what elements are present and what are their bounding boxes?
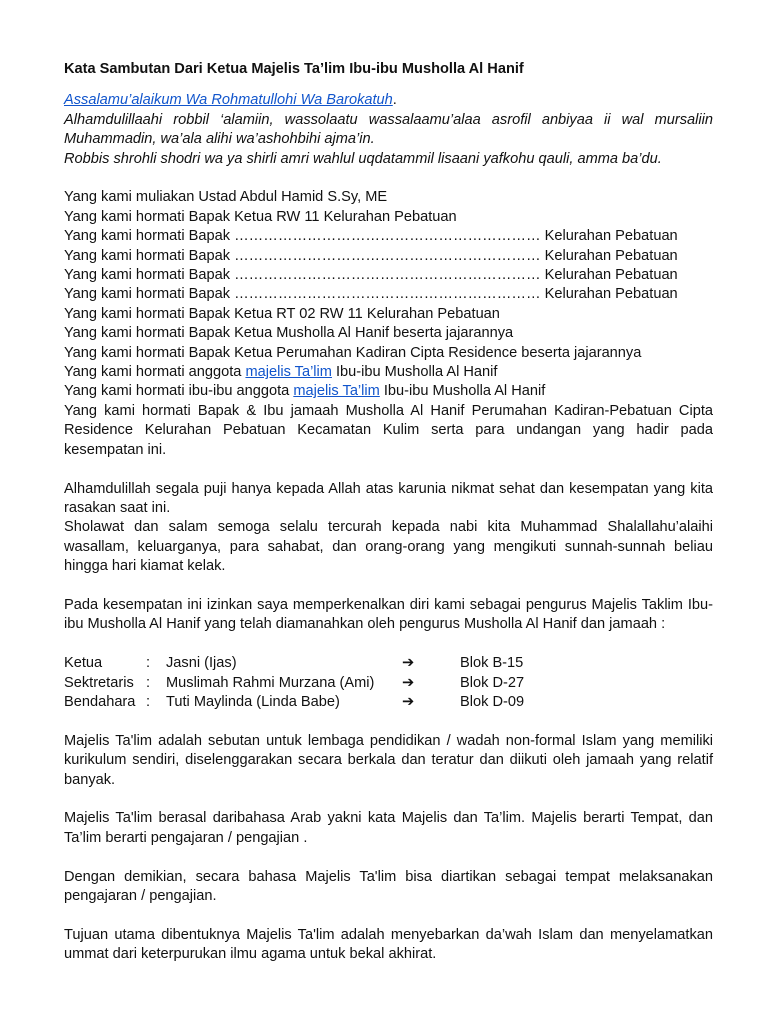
greeting-line: Yang kami hormati Bapak ……………………………………………………… Kelurahan Pebatuan (64, 228, 678, 245)
greeting-line: Yang kami hormati Bapak Ketua Musholla Al Hanif beserta jajarannya (64, 325, 514, 342)
greeting-line: Yang kami hormati Bapak & Ibu jamaah Musholla Al Hanif Perumahan Kadiran-Pebatuan Cipta Residence Kelurahan Pebatuan Kecamatan Kulim serta para undangan yang hadir pada kesempatan ini. (64, 402, 713, 458)
team-role: Ketua (64, 655, 103, 672)
greeting-text: Ibu-ibu Musholla Al Hanif (379, 383, 546, 400)
team-colon: : (146, 674, 151, 691)
sholawat-paragraph: Sholawat dan salam semoga selalu tercurah kepada nabi kita Muhammad Shalallahu’alaihi wasallam, keluarganya, para sahabat, dan orang-orang yang mengikuti sunnah-sunnah beliau hingga hari kiamat kelak. (64, 519, 713, 575)
spacer (64, 712, 713, 731)
team-blok: Blok D-09 (460, 693, 525, 710)
greeting-line: Yang kami hormati Bapak Ketua Perumahan Kadiran Cipta Residence beserta jajarannya (64, 344, 642, 361)
team-blok: Blok D-27 (460, 674, 525, 691)
definition-paragraph-3: Dengan demikian, secara bahasa Majelis Ta'lim bisa diartikan sebagai tempat melaksanakan pengajaran / pengajian. (64, 868, 713, 904)
team-colon: : (146, 655, 151, 672)
team-row (64, 693, 580, 712)
majelis-talim-link[interactable]: majelis Ta’lim (245, 364, 332, 381)
arrow-icon: ➔ (402, 674, 415, 691)
greeting-text: Ibu-ibu Musholla Al Hanif (331, 364, 498, 381)
arrow-icon: ➔ (402, 693, 415, 710)
spacer (64, 635, 713, 654)
hamdalah-text: Alhamdulillaahi robbil ‘alamiin, wassolaatu wassalaamu’alaa asrofil anbiyaa ii wal mursaliin Muhammadin, wa’ala alihi wa’ashohbihi ajma’in. (64, 111, 713, 148)
team-name: Muslimah Rahmi Murzana (Ami) (166, 674, 375, 691)
definition-paragraph-2: Majelis Ta'lim berasal daribahasa Arab yakni kata Majelis dan Ta’lim. Majelis berarti Tempat, dan Ta’lim berarti pengajaran / pengajian . (64, 810, 713, 846)
greeting-line: Yang kami hormati Bapak ……………………………………………………… Kelurahan Pebatuan (64, 286, 678, 303)
intro-paragraph: Pada kesempatan ini izinkan saya memperkenalkan diri kami sebagai pengurus Majelis Taklim Ibu-ibu Musholla Al Hanif yang telah diamanahkan oleh pengurus Musholla Al Hanif dan jamaah : (64, 596, 713, 633)
team-blok: Blok B-15 (460, 655, 524, 672)
spacer (64, 169, 713, 188)
spacer (64, 460, 713, 479)
team-name: Tuti Maylinda (Linda Babe) (166, 693, 340, 710)
salam-period: . (392, 92, 397, 109)
arrow-icon: ➔ (402, 655, 415, 672)
greeting-line: Yang kami hormati Bapak ……………………………………………………… Kelurahan Pebatuan (64, 247, 678, 264)
greeting-text: Yang kami hormati anggota (64, 364, 246, 381)
team-role: Sektretaris (64, 674, 134, 691)
spacer (64, 577, 713, 596)
salam-link[interactable]: Assalamu’alaikum Wa Rohmatullohi Wa Barokatuh (64, 92, 393, 109)
team-colon: : (146, 693, 151, 710)
spacer (64, 848, 713, 867)
document-page (64, 60, 713, 965)
greeting-line: Yang kami hormati Bapak Ketua RW 11 Kelurahan Pebatuan (64, 208, 457, 225)
team-name: Jasni (Ijas) (166, 655, 237, 672)
team-row (64, 654, 580, 673)
greeting-line (64, 382, 713, 401)
definition-paragraph-1: Majelis Ta'lim adalah sebutan untuk lembaga pendidikan / wadah non-formal Islam yang memiliki kurikulum sendiri, diselenggarakan secara berkala dan teratur dan diikuti oleh jamaah yang relatif banyak. (64, 732, 713, 788)
majelis-talim-link[interactable]: majelis Ta’lim (293, 383, 380, 400)
team-table (64, 654, 580, 712)
team-row (64, 674, 580, 693)
alhamdulillah-paragraph: Alhamdulillah segala puji hanya kepada Allah atas karunia nikmat sehat dan kesempatan yang kita rasakan saat ini. (64, 480, 713, 516)
greeting-line: Yang kami hormati Bapak Ketua RT 02 RW 11 Kelurahan Pebatuan (64, 305, 500, 322)
goal-paragraph: Tujuan utama dibentuknya Majelis Ta'lim adalah menyebarkan da’wah Islam dan menyelamatkan ummat dari keterpurukan ilmu agama untuk bekal akhirat. (64, 926, 713, 963)
greeting-text: Yang kami hormati ibu-ibu anggota (64, 383, 294, 400)
salam-line (64, 91, 713, 110)
greeting-line: Yang kami muliakan Ustad Abdul Hamid S.Sy, ME (64, 189, 388, 206)
spacer (64, 906, 713, 925)
greeting-line (64, 363, 713, 382)
robbis-text: Robbis shrohli shodri wa ya shirli amri wahlul uqdatammil lisaani yafkohu qauli, amma ba’du. (64, 150, 662, 167)
team-role: Bendahara (64, 693, 136, 710)
greeting-line: Yang kami hormati Bapak ……………………………………………………… Kelurahan Pebatuan (64, 267, 678, 284)
document-title: Kata Sambutan Dari Ketua Majelis Ta’lim Ibu-ibu Musholla Al Hanif (64, 61, 524, 77)
spacer (64, 790, 713, 809)
